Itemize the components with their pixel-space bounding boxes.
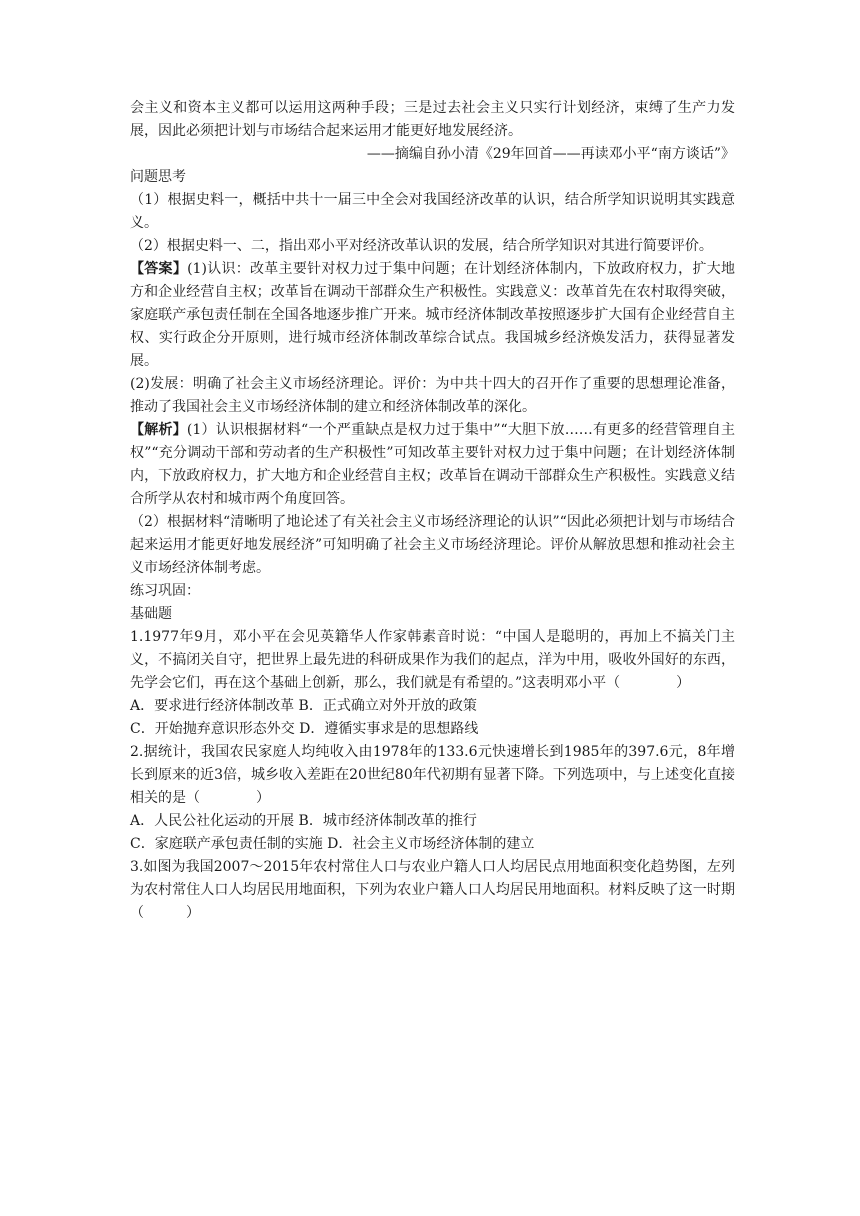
analysis-1-text: (1）认识根据材料“一个严重缺点是权力过于集中”“大胆下放……有更多的经营管理自主权”“充分调动干部和劳动者的生产积极性”可知改革主要针对权力过于集中问题；在计划经济体制内，下放政府权力，扩大地方和企业经营自主权；改革旨在调动干部群众生产积极性。实践意义结合所学从农村和城市两个角度回答。 [130, 422, 736, 507]
analysis-1 [130, 419, 735, 511]
answer-1 [130, 258, 735, 373]
practice-heading: 练习巩固： [130, 583, 200, 599]
item-1-stem: 1.1977年9月，邓小平在会见英籍华人作家韩素音时说：“中国人是聪明的，再加上不搞关门主义，不搞闭关自守，把世界上最先进的科研成果作为我们的起点，洋为中用，吸收外国好的东西，先学会它们，再在这个基础上创新，那么，我们就是有希望的。”这表明邓小平（ ） [130, 629, 735, 691]
question-2: （2）根据史料一、二，指出邓小平对经济改革认识的发展，结合所学知识对其进行简要评价。 [130, 238, 713, 254]
question-heading: 问题思考 [130, 169, 186, 185]
material-paragraph: 会主义和资本主义都可以运用这两种手段；三是过去社会主义只实行计划经济，束缚了生产力发展，因此必须把计划与市场结合起来运用才能更好地发展经济。 [130, 100, 735, 139]
source-citation: ——摘编自孙小清《29年回首——再读邓小平“南方谈话”》 [366, 146, 735, 162]
item-3-stem: 3.如图为我国2007～2015年农村常住人口与农业户籍人口人均居民点用地面积变化趋势图，左列为农村常住人口人均居民用地面积，下列为农业户籍人口人均居民用地面积。材料反映了这一时期（ ） [130, 859, 735, 921]
analysis-tag: 【解析】 [130, 422, 187, 438]
item-2-stem: 2.据统计，我国农民家庭人均纯收入由1978年的133.6元快速增长到1985年的397.6元，8年增长到原来的近3倍，城乡收入差距在20世纪80年代初期有显著下降。下列选项中，与上述变化直接相关的是（ ） [130, 744, 735, 806]
document-body [130, 97, 735, 925]
item-1-options-ab: A．要求进行经济体制改革 B．正式确立对外开放的政策 [130, 698, 477, 714]
question-1: （1）根据史料一，概括中共十一届三中全会对我国经济改革的认识，结合所学知识说明其实践意义。 [130, 192, 735, 231]
answer-1-text: (1)认识：改革主要针对权力过于集中问题；在计划经济体制内，下放政府权力，扩大地方和企业经营自主权；改革旨在调动干部群众生产积极性。实践意义：改革首先在农村取得突破，家庭联产承包责任制在全国各地逐步推广开来。城市经济体制改革按照逐步扩大国有企业经营自主权、实行政企分开原则，进行城市经济体制改革综合试点。我国城乡经济焕发活力，获得显著发展。 [130, 261, 735, 369]
answer-2: (2)发展：明确了社会主义市场经济理论。评价：为中共十四大的召开作了重要的思想理论准备，推动了我国社会主义市场经济体制的建立和经济体制改革的深化。 [130, 376, 735, 415]
analysis-2: （2）根据材料“清晰明了地论述了有关社会主义市场经济理论的认识”“因此必须把计划与市场结合起来运用才能更好地发展经济”可知明确了社会主义市场经济理论。评价从解放思想和推动社会主义市场经济体制考虑。 [130, 514, 735, 576]
item-2-options-cd: C．家庭联产承包责任制的实施 D．社会主义市场经济体制的建立 [130, 836, 535, 852]
item-1-options-cd: C．开始抛弃意识形态外交 D．遵循实事求是的思想路线 [130, 721, 479, 737]
basic-heading: 基础题 [130, 606, 172, 622]
item-2-options-ab: A．人民公社化运动的开展 B．城市经济体制改革的推行 [130, 813, 477, 829]
answer-tag: 【答案】 [130, 261, 188, 277]
